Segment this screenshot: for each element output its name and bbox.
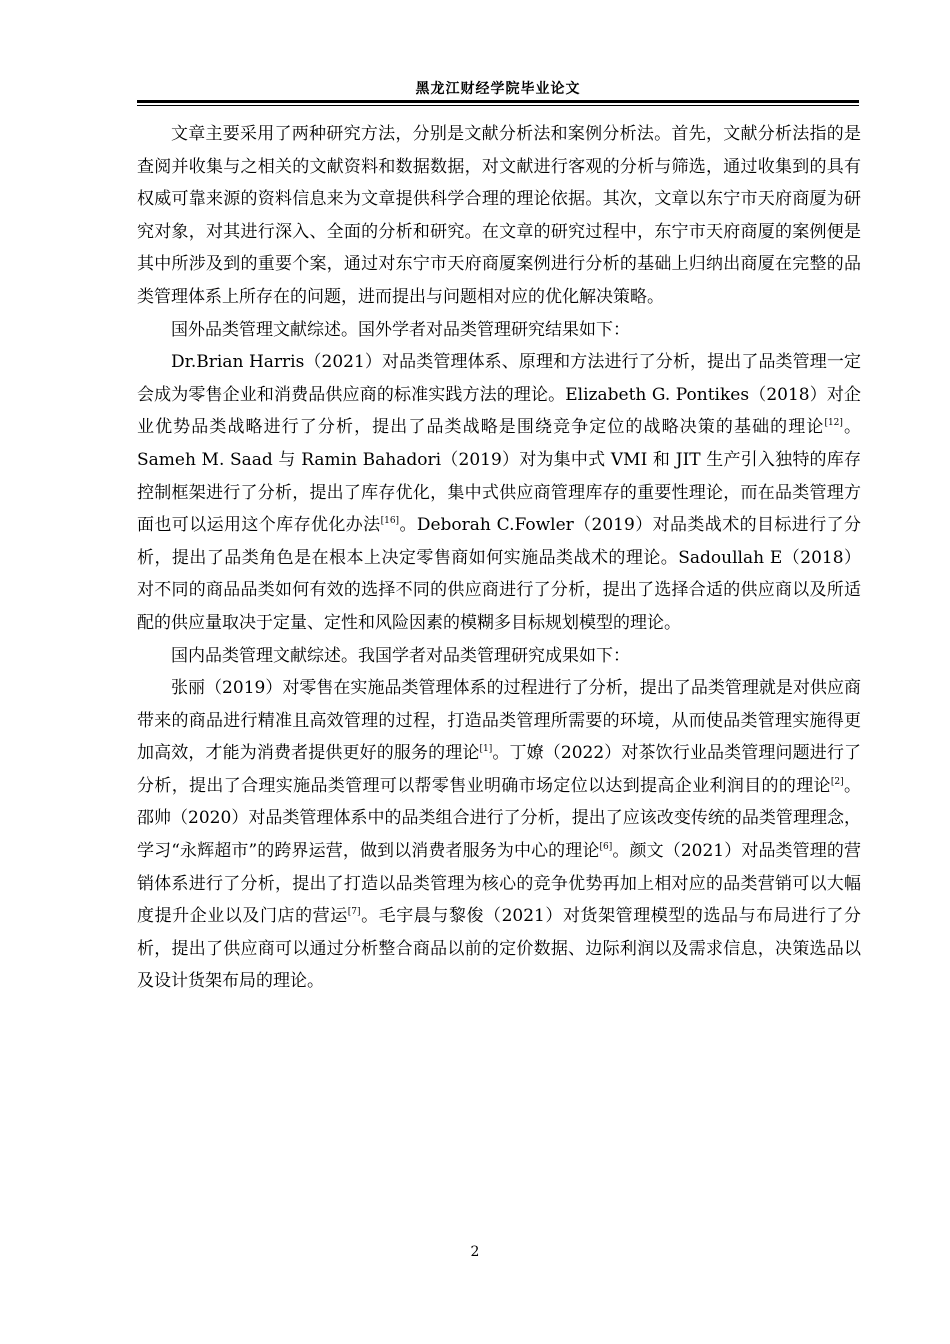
citation-ref: [2]	[830, 776, 844, 787]
paragraph-text: 。丁嫽（2022）对茶饮行业品类管理问题进行了分析，提出了合理实施品类管理可以帮零售业明确市场定位以达到提高企业利润目的的理论	[137, 743, 862, 796]
paragraph-domestic-review-intro: 国内品类管理文献综述。我国学者对品类管理研究成果如下：	[171, 645, 630, 666]
page-number: 2	[470, 1244, 480, 1260]
paragraph-text: 张丽（2019）对零售在实施品类管理体系的过程进行了分析，提出了品类管理就是对供应商带来的商品进行精准且高效管理的过程，打造品类管理所需要的环境，从而使品类管理实施得更加高效，才能为消费者提供更好的服务的理论	[137, 678, 861, 764]
citation-ref: [1]	[479, 744, 493, 755]
citation-ref: [12]	[824, 418, 843, 429]
citation-ref: [6]	[599, 842, 613, 853]
body-text	[137, 118, 861, 998]
page-header-title: 黑龙江财经学院毕业论文	[415, 81, 581, 97]
citation-ref: [7]	[347, 907, 361, 918]
paragraph-foreign-review-intro: 国外品类管理文献综述。国外学者对品类管理研究结果如下：	[171, 319, 630, 340]
header-rule-thin	[137, 105, 859, 106]
citation-ref: [16]	[380, 516, 400, 527]
paragraph-text: 。毛宇晨与黎俊（2021）对货架管理模型的选品与布局进行了分析，提出了供应商可以通过分析整合商品以前的定价数据、边际利润以及需求信息，决策选品以及设计货架布局的理论。	[137, 906, 861, 992]
paragraph-text: 。Sameh M. Saad 与 Ramin Bahadori（2019）对为集中式 VMI 和 JIT 生产引入独特的库存控制框架进行了分析，提出了库存优化，集中式供应商管理库存的重要性理论，而在品类管理方面也可以运用这个库存优化办法	[137, 417, 862, 536]
paragraph-text: 。邵帅（2020）对品类管理体系中的品类组合进行了分析，提出了应该改变传统的品类管理理念，学习“永辉超市”的跨界运营，做到以消费者服务为中心的理论	[137, 775, 862, 862]
paragraph-research-methods: 文章主要采用了两种研究方法，分别是文献分析法和案例分析法。首先，文献分析法指的是查阅并收集与之相关的文献资料和数据数据，对文献进行客观的分析与筛选，通过收集到的具有权威可靠来源的资料信息来为文章提供科学合理的理论依据。其次，文章以东宁市天府商厦为研究对象，对其进行深入、全面的分析和研究。在文章的研究过程中，东宁市天府商厦的案例便是其中所涉及到的重要个案，通过对东宁市天府商厦案例进行分析的基础上归纳出商厦在完整的品类管理体系上所存在的问题，进而提出与问题相对应的优化解决策略。	[137, 124, 861, 307]
paragraph-text: Dr.Brian Harris（2021）对品类管理体系、原理和方法进行了分析，提出了品类管理一定会成为零售企业和消费品供应商的标准实践方法的理论。Elizabeth G. Pontikes（2018）对企业优势品类战略进行了分析，提出了品类战略是围绕竞争定位的战略决策的基础的理论	[137, 352, 861, 438]
paragraph-text: 。颜文（2021）对品类管理的营销体系进行了分析，提出了打造以品类管理为核心的竞争优势再加上相对应的品类营销可以大幅度提升企业以及门店的营运	[137, 841, 862, 927]
paragraph-foreign-review	[137, 346, 861, 639]
paragraph-domestic-review	[137, 672, 861, 998]
header-rule-thick	[137, 100, 859, 103]
paragraph-text: 。Deborah C.Fowler（2019）对品类战术的目标进行了分析，提出了品类角色是在根本上决定零售商如何实施品类战术的理论。Sadoullah E（2018）对不同的商品品类如何有效的选择不同的供应商进行了分析，提出了选择合适的供应商以及所适配的供应量取决于定量、定性和风险因素的模糊多目标规划模型的理论。	[137, 515, 861, 633]
